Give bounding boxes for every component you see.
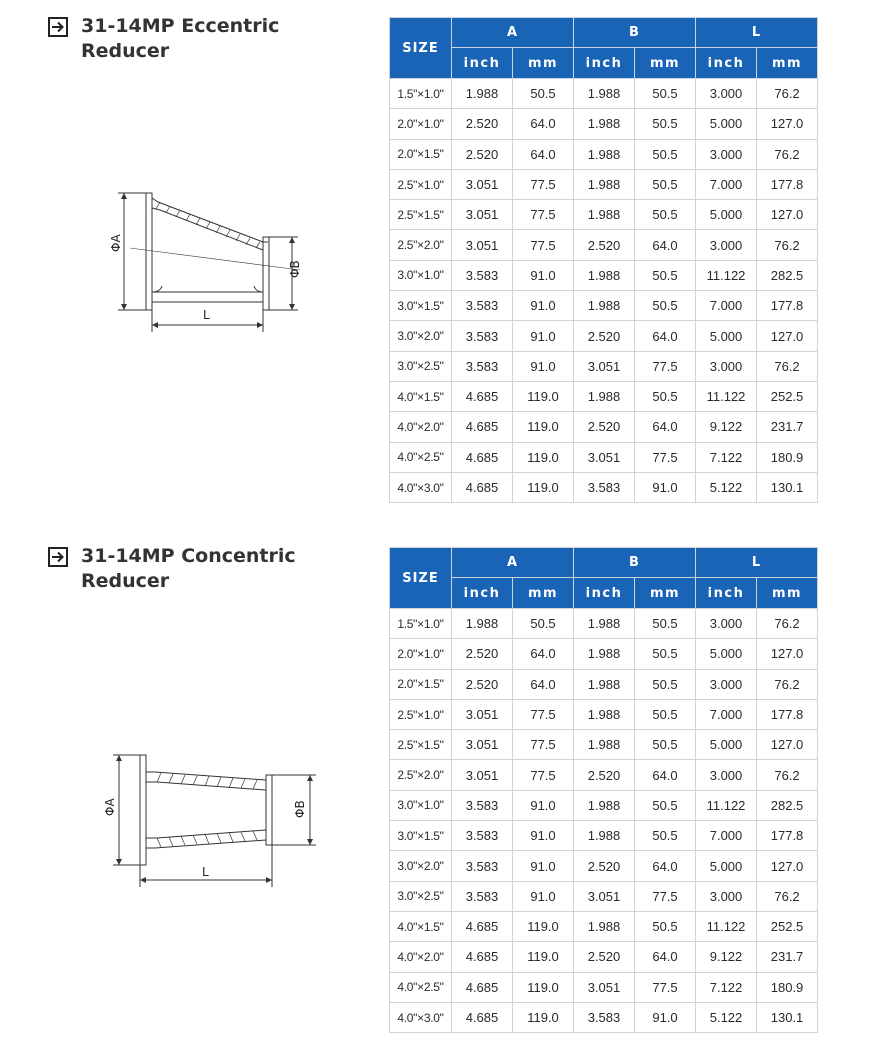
value-cell: 2.520	[574, 412, 635, 442]
value-cell: 119.0	[513, 472, 574, 502]
value-cell: 3.000	[696, 351, 757, 381]
value-cell: 50.5	[635, 381, 696, 411]
table-row	[390, 381, 818, 411]
table-row	[390, 260, 818, 290]
value-cell: 77.5	[635, 881, 696, 911]
value-cell: 50.5	[513, 79, 574, 109]
value-cell: 3.583	[574, 472, 635, 502]
value-cell: 91.0	[513, 351, 574, 381]
value-cell: 177.8	[757, 291, 818, 321]
value-cell: 3.583	[452, 351, 513, 381]
value-cell: 77.5	[513, 760, 574, 790]
value-cell: 7.000	[696, 169, 757, 199]
table-row	[390, 230, 818, 260]
value-cell: 91.0	[513, 881, 574, 911]
value-cell: 3.583	[452, 291, 513, 321]
unit-header: inch	[696, 578, 757, 609]
table-row	[390, 669, 818, 699]
value-cell: 91.0	[513, 260, 574, 290]
size-cell: 4.0"×2.5"	[390, 972, 452, 1002]
table-row	[390, 730, 818, 760]
unit-header: mm	[635, 48, 696, 79]
table-row	[390, 442, 818, 472]
section-heading	[48, 544, 296, 594]
value-cell: 2.520	[452, 669, 513, 699]
size-cell: 2.0"×1.0"	[390, 109, 452, 139]
title-line-2: Reducer	[81, 40, 170, 62]
value-cell: 64.0	[635, 412, 696, 442]
value-cell: 4.685	[452, 972, 513, 1002]
value-cell: 11.122	[696, 381, 757, 411]
value-cell: 127.0	[757, 639, 818, 669]
value-cell: 2.520	[574, 760, 635, 790]
size-cell: 4.0"×1.5"	[390, 381, 452, 411]
size-cell: 4.0"×2.0"	[390, 412, 452, 442]
table-row	[390, 1002, 818, 1032]
unit-header: mm	[513, 578, 574, 609]
value-cell: 3.051	[452, 699, 513, 729]
value-cell: 7.000	[696, 291, 757, 321]
value-cell: 1.988	[574, 169, 635, 199]
col-b-header: B	[574, 548, 696, 578]
size-cell: 3.0"×2.0"	[390, 321, 452, 351]
size-cell: 4.0"×1.5"	[390, 911, 452, 941]
value-cell: 77.5	[513, 730, 574, 760]
value-cell: 64.0	[513, 669, 574, 699]
value-cell: 1.988	[452, 79, 513, 109]
size-cell: 3.0"×1.0"	[390, 790, 452, 820]
value-cell: 2.520	[452, 139, 513, 169]
value-cell: 64.0	[513, 139, 574, 169]
value-cell: 50.5	[635, 821, 696, 851]
value-cell: 3.000	[696, 609, 757, 639]
concentric-spec-table	[389, 547, 818, 1033]
value-cell: 5.000	[696, 851, 757, 881]
value-cell: 50.5	[635, 699, 696, 729]
value-cell: 3.051	[452, 760, 513, 790]
value-cell: 77.5	[635, 972, 696, 1002]
value-cell: 3.583	[574, 1002, 635, 1032]
value-cell: 50.5	[635, 669, 696, 699]
table-row	[390, 109, 818, 139]
value-cell: 1.988	[574, 699, 635, 729]
value-cell: 1.988	[574, 911, 635, 941]
value-cell: 7.000	[696, 821, 757, 851]
value-cell: 50.5	[635, 169, 696, 199]
size-cell: 3.0"×2.0"	[390, 851, 452, 881]
value-cell: 5.000	[696, 730, 757, 760]
size-cell: 1.5"×1.0"	[390, 609, 452, 639]
table-row	[390, 472, 818, 502]
value-cell: 7.000	[696, 699, 757, 729]
value-cell: 91.0	[513, 291, 574, 321]
value-cell: 9.122	[696, 942, 757, 972]
value-cell: 1.988	[574, 139, 635, 169]
value-cell: 4.685	[452, 911, 513, 941]
dim-b-label: ΦB	[288, 260, 302, 278]
value-cell: 11.122	[696, 260, 757, 290]
value-cell: 127.0	[757, 200, 818, 230]
value-cell: 1.988	[574, 109, 635, 139]
value-cell: 3.583	[452, 851, 513, 881]
value-cell: 130.1	[757, 472, 818, 502]
value-cell: 3.583	[452, 790, 513, 820]
value-cell: 77.5	[513, 169, 574, 199]
value-cell: 77.5	[513, 699, 574, 729]
value-cell: 3.051	[574, 442, 635, 472]
col-size-header: SIZE	[390, 548, 452, 609]
unit-header: mm	[757, 578, 818, 609]
value-cell: 1.988	[452, 609, 513, 639]
value-cell: 3.583	[452, 321, 513, 351]
table-row	[390, 321, 818, 351]
value-cell: 50.5	[635, 609, 696, 639]
value-cell: 3.583	[452, 821, 513, 851]
dim-b-label: ΦB	[293, 800, 307, 818]
table-row	[390, 139, 818, 169]
value-cell: 77.5	[635, 442, 696, 472]
value-cell: 91.0	[513, 851, 574, 881]
value-cell: 119.0	[513, 412, 574, 442]
value-cell: 11.122	[696, 911, 757, 941]
value-cell: 50.5	[635, 200, 696, 230]
value-cell: 3.000	[696, 79, 757, 109]
table-row	[390, 412, 818, 442]
value-cell: 5.122	[696, 1002, 757, 1032]
size-cell: 2.5"×1.0"	[390, 169, 452, 199]
arrow-right-icon	[48, 17, 68, 37]
value-cell: 3.051	[452, 730, 513, 760]
section-title	[81, 14, 279, 64]
value-cell: 2.520	[574, 230, 635, 260]
value-cell: 3.000	[696, 669, 757, 699]
value-cell: 3.051	[574, 972, 635, 1002]
value-cell: 7.122	[696, 972, 757, 1002]
dim-l-label: L	[203, 308, 210, 322]
table-row	[390, 790, 818, 820]
col-l-header: L	[696, 548, 818, 578]
table-row	[390, 169, 818, 199]
size-cell: 3.0"×1.5"	[390, 821, 452, 851]
value-cell: 1.988	[574, 200, 635, 230]
value-cell: 91.0	[635, 1002, 696, 1032]
size-cell: 2.5"×1.5"	[390, 200, 452, 230]
table-row	[390, 609, 818, 639]
size-cell: 2.0"×1.5"	[390, 139, 452, 169]
unit-header: inch	[574, 578, 635, 609]
value-cell: 2.520	[452, 109, 513, 139]
value-cell: 77.5	[513, 200, 574, 230]
value-cell: 127.0	[757, 321, 818, 351]
table-row	[390, 942, 818, 972]
concentric-reducer-drawing	[95, 750, 335, 900]
unit-header: inch	[696, 48, 757, 79]
value-cell: 5.122	[696, 472, 757, 502]
value-cell: 1.988	[574, 381, 635, 411]
table-row	[390, 699, 818, 729]
value-cell: 3.051	[452, 200, 513, 230]
section-heading	[48, 14, 279, 64]
value-cell: 177.8	[757, 699, 818, 729]
value-cell: 5.000	[696, 109, 757, 139]
size-cell: 4.0"×2.5"	[390, 442, 452, 472]
value-cell: 11.122	[696, 790, 757, 820]
value-cell: 119.0	[513, 1002, 574, 1032]
value-cell: 7.122	[696, 442, 757, 472]
value-cell: 50.5	[513, 609, 574, 639]
value-cell: 177.8	[757, 169, 818, 199]
title-line-1: 31-14MP Eccentric	[81, 15, 280, 37]
value-cell: 3.051	[452, 230, 513, 260]
value-cell: 4.685	[452, 381, 513, 411]
value-cell: 1.988	[574, 669, 635, 699]
value-cell: 3.051	[452, 169, 513, 199]
table-row	[390, 972, 818, 1002]
value-cell: 50.5	[635, 291, 696, 321]
value-cell: 2.520	[574, 851, 635, 881]
value-cell: 64.0	[635, 230, 696, 260]
value-cell: 1.988	[574, 730, 635, 760]
value-cell: 3.000	[696, 230, 757, 260]
size-cell: 2.5"×2.0"	[390, 230, 452, 260]
value-cell: 64.0	[635, 942, 696, 972]
value-cell: 4.685	[452, 472, 513, 502]
value-cell: 119.0	[513, 442, 574, 472]
value-cell: 9.122	[696, 412, 757, 442]
unit-header: inch	[452, 48, 513, 79]
dim-a-label: ΦA	[103, 798, 117, 816]
value-cell: 5.000	[696, 200, 757, 230]
value-cell: 119.0	[513, 972, 574, 1002]
value-cell: 180.9	[757, 442, 818, 472]
value-cell: 91.0	[513, 790, 574, 820]
value-cell: 50.5	[635, 639, 696, 669]
value-cell: 76.2	[757, 609, 818, 639]
eccentric-spec-table	[389, 17, 818, 503]
size-cell: 3.0"×2.5"	[390, 881, 452, 911]
value-cell: 64.0	[513, 639, 574, 669]
value-cell: 91.0	[513, 321, 574, 351]
table-row	[390, 881, 818, 911]
value-cell: 50.5	[635, 911, 696, 941]
table-row	[390, 291, 818, 321]
value-cell: 4.685	[452, 412, 513, 442]
size-cell: 3.0"×2.5"	[390, 351, 452, 381]
value-cell: 77.5	[635, 351, 696, 381]
col-a-header: A	[452, 18, 574, 48]
value-cell: 180.9	[757, 972, 818, 1002]
value-cell: 231.7	[757, 412, 818, 442]
value-cell: 3.583	[452, 260, 513, 290]
table-row	[390, 821, 818, 851]
value-cell: 64.0	[635, 851, 696, 881]
value-cell: 119.0	[513, 942, 574, 972]
col-b-header: B	[574, 18, 696, 48]
value-cell: 252.5	[757, 381, 818, 411]
value-cell: 3.000	[696, 760, 757, 790]
value-cell: 282.5	[757, 260, 818, 290]
value-cell: 5.000	[696, 321, 757, 351]
eccentric-reducer-drawing	[100, 180, 320, 340]
table-row	[390, 639, 818, 669]
size-cell: 2.5"×1.5"	[390, 730, 452, 760]
value-cell: 119.0	[513, 911, 574, 941]
value-cell: 3.583	[452, 881, 513, 911]
table-row	[390, 911, 818, 941]
value-cell: 4.685	[452, 442, 513, 472]
value-cell: 282.5	[757, 790, 818, 820]
value-cell: 50.5	[635, 109, 696, 139]
value-cell: 50.5	[635, 730, 696, 760]
table-row	[390, 351, 818, 381]
col-a-header: A	[452, 548, 574, 578]
value-cell: 76.2	[757, 79, 818, 109]
value-cell: 2.520	[574, 942, 635, 972]
dim-a-label: ΦA	[109, 234, 123, 252]
unit-header: inch	[574, 48, 635, 79]
value-cell: 76.2	[757, 139, 818, 169]
value-cell: 130.1	[757, 1002, 818, 1032]
table-row	[390, 79, 818, 109]
value-cell: 77.5	[513, 230, 574, 260]
size-cell: 4.0"×2.0"	[390, 942, 452, 972]
size-cell: 2.0"×1.0"	[390, 639, 452, 669]
value-cell: 4.685	[452, 1002, 513, 1032]
size-cell: 2.5"×1.0"	[390, 699, 452, 729]
value-cell: 50.5	[635, 139, 696, 169]
value-cell: 76.2	[757, 230, 818, 260]
table-row	[390, 200, 818, 230]
value-cell: 1.988	[574, 821, 635, 851]
value-cell: 50.5	[635, 790, 696, 820]
value-cell: 3.051	[574, 351, 635, 381]
value-cell: 1.988	[574, 79, 635, 109]
value-cell: 3.000	[696, 881, 757, 911]
size-cell: 3.0"×1.0"	[390, 260, 452, 290]
unit-header: inch	[452, 578, 513, 609]
size-cell: 2.5"×2.0"	[390, 760, 452, 790]
section-title	[81, 544, 296, 594]
value-cell: 127.0	[757, 851, 818, 881]
value-cell: 91.0	[635, 472, 696, 502]
value-cell: 76.2	[757, 881, 818, 911]
size-cell: 3.0"×1.5"	[390, 291, 452, 321]
value-cell: 64.0	[513, 109, 574, 139]
dim-l-label: L	[202, 865, 209, 879]
size-cell: 4.0"×3.0"	[390, 1002, 452, 1032]
value-cell: 1.988	[574, 291, 635, 321]
value-cell: 76.2	[757, 351, 818, 381]
col-l-header: L	[696, 18, 818, 48]
value-cell: 3.051	[574, 881, 635, 911]
col-size-header: SIZE	[390, 18, 452, 79]
value-cell: 4.685	[452, 942, 513, 972]
value-cell: 119.0	[513, 381, 574, 411]
value-cell: 50.5	[635, 79, 696, 109]
unit-header: mm	[757, 48, 818, 79]
title-line-2: Reducer	[81, 570, 170, 592]
size-cell: 1.5"×1.0"	[390, 79, 452, 109]
value-cell: 3.000	[696, 139, 757, 169]
value-cell: 64.0	[635, 760, 696, 790]
size-cell: 2.0"×1.5"	[390, 669, 452, 699]
value-cell: 1.988	[574, 790, 635, 820]
table-row	[390, 851, 818, 881]
unit-header: mm	[513, 48, 574, 79]
value-cell: 231.7	[757, 942, 818, 972]
value-cell: 127.0	[757, 730, 818, 760]
value-cell: 64.0	[635, 321, 696, 351]
value-cell: 177.8	[757, 821, 818, 851]
value-cell: 1.988	[574, 639, 635, 669]
value-cell: 76.2	[757, 760, 818, 790]
value-cell: 252.5	[757, 911, 818, 941]
value-cell: 91.0	[513, 821, 574, 851]
value-cell: 50.5	[635, 260, 696, 290]
value-cell: 127.0	[757, 109, 818, 139]
size-cell: 4.0"×3.0"	[390, 472, 452, 502]
value-cell: 76.2	[757, 669, 818, 699]
unit-header: mm	[635, 578, 696, 609]
value-cell: 2.520	[452, 639, 513, 669]
value-cell: 1.988	[574, 260, 635, 290]
title-line-1: 31-14MP Concentric	[81, 545, 296, 567]
table-row	[390, 760, 818, 790]
arrow-right-icon	[48, 547, 68, 567]
value-cell: 1.988	[574, 609, 635, 639]
value-cell: 5.000	[696, 639, 757, 669]
value-cell: 2.520	[574, 321, 635, 351]
